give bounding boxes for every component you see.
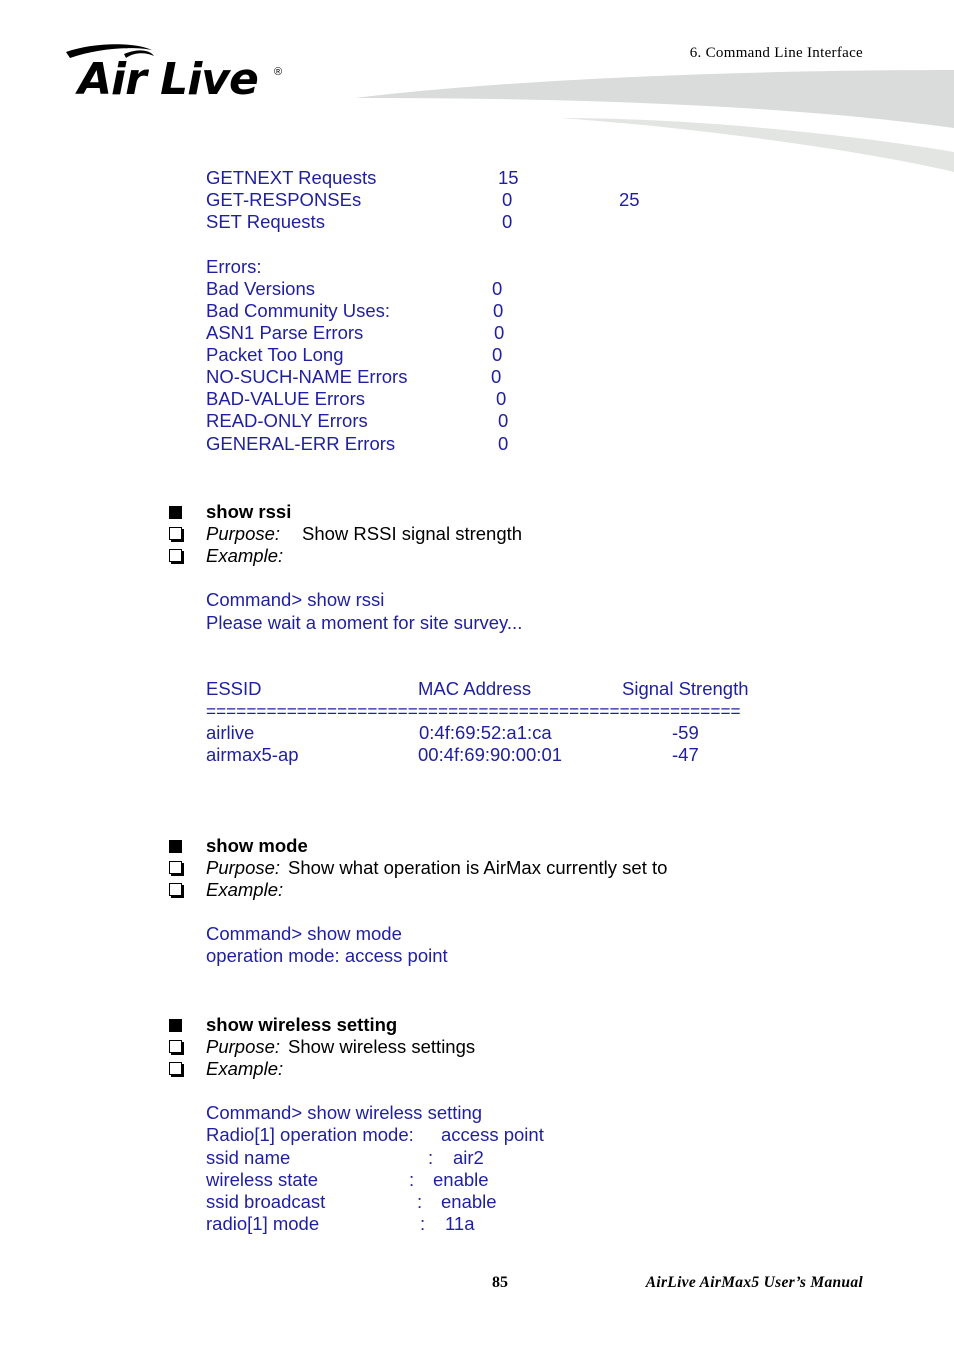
- wireless-command: Command> show wireless setting: [206, 1102, 483, 1123]
- wireless-example-label: Example:: [206, 1058, 284, 1079]
- error-value: 0: [498, 433, 509, 454]
- page-number: 85: [492, 1274, 508, 1291]
- logo-registered-mark: ®: [274, 66, 283, 78]
- error-value: 0: [492, 278, 503, 299]
- mode-output: operation mode: access point: [206, 945, 448, 966]
- errors-heading: Errors:: [206, 256, 262, 277]
- setting-separator: :: [428, 1147, 434, 1168]
- setting-separator: :: [420, 1213, 426, 1234]
- setting-value: enable: [433, 1169, 489, 1190]
- stat-extra: 25: [619, 189, 640, 210]
- mode-command: Command> show mode: [206, 923, 402, 944]
- mac-cell: 00:4f:69:90:00:01: [418, 744, 563, 765]
- wireless-title: show wireless setting: [206, 1014, 398, 1035]
- setting-label: radio[1] mode: [206, 1213, 320, 1234]
- setting-label: Radio[1] operation mode:: [206, 1124, 414, 1145]
- manual-title: AirLive AirMax5 User’s Manual: [645, 1274, 863, 1291]
- chapter-header: 6. Command Line Interface: [689, 45, 863, 61]
- mode-purpose-label: Purpose:: [206, 857, 281, 878]
- stat-label: GETNEXT Requests: [206, 167, 377, 188]
- error-label: Bad Community Uses:: [206, 300, 391, 321]
- wireless-purpose-text: Show wireless settings: [288, 1036, 476, 1057]
- column-header-signal: Signal Strength: [622, 678, 749, 699]
- setting-value: access point: [441, 1124, 544, 1145]
- error-label: READ-ONLY Errors: [206, 410, 368, 431]
- checkbox-bullet-icon: [169, 527, 182, 540]
- signal-cell: -59: [672, 722, 699, 743]
- section-bullet-icon: [169, 506, 182, 519]
- stat-value: 15: [498, 167, 519, 188]
- mode-example-label: Example:: [206, 879, 284, 900]
- error-value: 0: [494, 322, 505, 343]
- wireless-purpose-label: Purpose:: [206, 1036, 281, 1057]
- rssi-separator: =====================================================: [206, 701, 741, 721]
- checkbox-bullet-icon: [169, 1062, 182, 1075]
- setting-value: 11a: [445, 1213, 475, 1234]
- error-value: 0: [493, 300, 504, 321]
- airlive-logo: [64, 42, 294, 106]
- setting-label: ssid broadcast: [206, 1191, 326, 1212]
- error-label: NO-SUCH-NAME Errors: [206, 366, 408, 387]
- checkbox-bullet-icon: [169, 883, 182, 896]
- setting-separator: :: [409, 1169, 415, 1190]
- essid-cell: airmax5-ap: [206, 744, 299, 765]
- mode-title: show mode: [206, 835, 308, 856]
- column-header-essid: ESSID: [206, 678, 262, 699]
- mac-cell: 0:4f:69:52:a1:ca: [419, 722, 552, 743]
- mode-purpose-text: Show what operation is AirMax currently set to: [288, 857, 668, 878]
- signal-cell: -47: [672, 744, 699, 765]
- setting-value: enable: [441, 1191, 497, 1212]
- rssi-purpose-text: Show RSSI signal strength: [302, 523, 523, 544]
- error-label: GENERAL-ERR Errors: [206, 433, 396, 454]
- checkbox-bullet-icon: [169, 861, 182, 874]
- error-value: 0: [496, 388, 507, 409]
- essid-cell: airlive: [206, 722, 255, 743]
- setting-label: wireless state: [206, 1169, 319, 1190]
- setting-separator: :: [417, 1191, 423, 1212]
- error-value: 0: [491, 366, 502, 387]
- setting-value: air2: [453, 1147, 484, 1168]
- error-label: Packet Too Long: [206, 344, 344, 365]
- logo-text: Air Live: [78, 54, 258, 105]
- rssi-title: show rssi: [206, 501, 292, 522]
- setting-label: ssid name: [206, 1147, 291, 1168]
- checkbox-bullet-icon: [169, 549, 182, 562]
- rssi-wait-message: Please wait a moment for site survey...: [206, 612, 523, 633]
- stat-label: SET Requests: [206, 211, 325, 232]
- section-bullet-icon: [169, 840, 182, 853]
- section-bullet-icon: [169, 1019, 182, 1032]
- error-value: 0: [492, 344, 503, 365]
- stat-value: 0: [502, 189, 513, 210]
- error-label: ASN1 Parse Errors: [206, 322, 364, 343]
- error-value: 0: [498, 410, 509, 431]
- stat-value: 0: [502, 211, 513, 232]
- column-header-mac: MAC Address: [418, 678, 532, 699]
- rssi-example-label: Example:: [206, 545, 284, 566]
- rssi-purpose-label: Purpose:: [206, 523, 281, 544]
- error-label: BAD-VALUE Errors: [206, 388, 365, 409]
- error-label: Bad Versions: [206, 278, 316, 299]
- rssi-command: Command> show rssi: [206, 589, 385, 610]
- checkbox-bullet-icon: [169, 1040, 182, 1053]
- stat-label: GET-RESPONSEs: [206, 189, 362, 210]
